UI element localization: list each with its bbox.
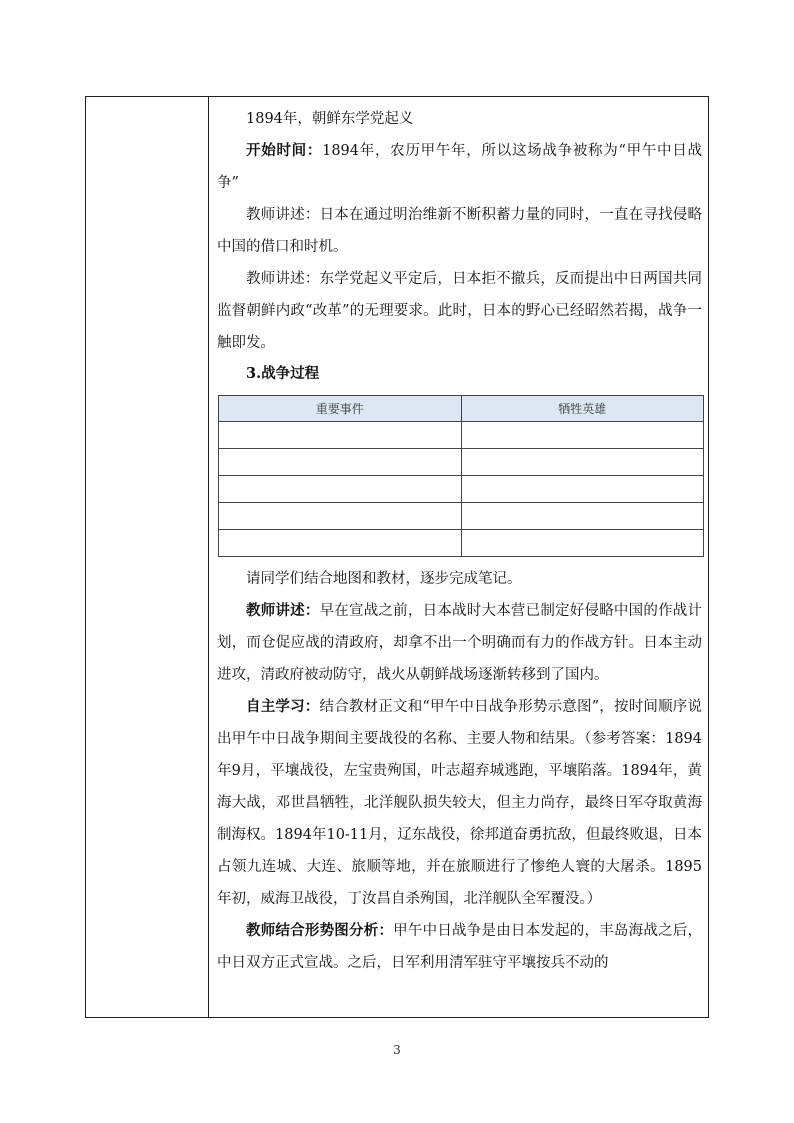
start-time-label: 开始时间： — [246, 142, 323, 159]
header-heroes: 牺牲英雄 — [461, 396, 704, 422]
paragraph-teacher-3 — [217, 595, 702, 691]
table-cell — [219, 476, 462, 503]
start-time-text: 1894年，农历甲午年，所以这场战争被称为“甲午中日战争” — [217, 143, 703, 191]
map-analysis-label: 教师结合形势图分析： — [246, 922, 394, 939]
table-row — [219, 449, 704, 476]
paragraph-teacher-2: 教师讲述：东学党起义平定后，日本拒不撤兵，反而提出中日两国共同监督朝鲜内政“改革”的无理要求。此时，日本的野心已经昭然若揭，战争一触即发。 — [217, 271, 702, 351]
table-row — [219, 422, 704, 449]
paragraph-1: 1894年，朝鲜东学党起义 — [246, 111, 414, 127]
self-study-label: 自主学习： — [246, 698, 320, 715]
table-cell — [461, 476, 704, 503]
table-cell — [219, 503, 462, 530]
notes-table — [218, 395, 704, 557]
teacher-3-text: 早在宣战之前，日本战时大本营已制定好侵略中国的作战计划，而仓促应战的清政府，却拿不出一个明确而有力的作战方针。日本主动进攻，清政府被动防守，战火从朝鲜战场逐渐转移到了国内。 — [217, 603, 703, 683]
lesson-table — [85, 96, 709, 1018]
table-row — [219, 503, 704, 530]
paragraph-instruction: 请同学们结合地图和教材，逐步完成笔记。 — [246, 571, 522, 587]
table-cell — [219, 449, 462, 476]
paragraph-start-time — [217, 135, 702, 199]
section-title-war-process: 3.战争过程 — [246, 365, 320, 382]
table-cell — [461, 422, 704, 449]
paragraph-teacher-1: 教师讲述：日本在通过明治维新不断积蓄力量的同时，一直在寻找侵略中国的借口和时机。 — [217, 207, 702, 255]
table-row — [219, 476, 704, 503]
table-cell — [461, 449, 704, 476]
page-number: 3 — [393, 1043, 401, 1057]
table-row — [219, 530, 704, 557]
teacher-3-label: 教师讲述： — [246, 602, 320, 619]
table-cell — [461, 503, 704, 530]
paragraph-map-analysis — [217, 915, 702, 979]
paragraph-self-study — [217, 691, 702, 915]
content-cell — [209, 97, 708, 1017]
table-header-row — [219, 396, 704, 422]
table-cell — [461, 530, 704, 557]
table-cell — [219, 530, 462, 557]
map-analysis-text: 甲午中日战争是由日本发起的，丰岛海战之后，中日双方正式宣战。之后，日军利用清军驻守平壤按兵不动的 — [217, 923, 703, 971]
self-study-text: 结合教材正文和“甲午中日战争形势示意图”，按时间顺序说出甲午中日战争期间主要战役的名称、主要人物和结果。（参考答案：1894年9月，平壤战役，左宝贵殉国，叶志超弃城逃跑，平壤陷落。1894年，黄海大战，邓世昌牺牲，北洋舰队损失较大，但主力尚存，最终日军夺取黄海制海权。1894年10-11月，辽东战役，徐邦道奋勇抗敌，但最终败退，日本占领九连城、大连、旅顺等地，并在旅顺进行了惨绝人寰的大屠杀。1895年初，威海卫战役，丁汝昌自杀殉国，北洋舰队全军覆没。） — [217, 699, 702, 907]
table-cell — [219, 422, 462, 449]
left-column — [86, 97, 209, 1017]
header-events: 重要事件 — [219, 396, 462, 422]
